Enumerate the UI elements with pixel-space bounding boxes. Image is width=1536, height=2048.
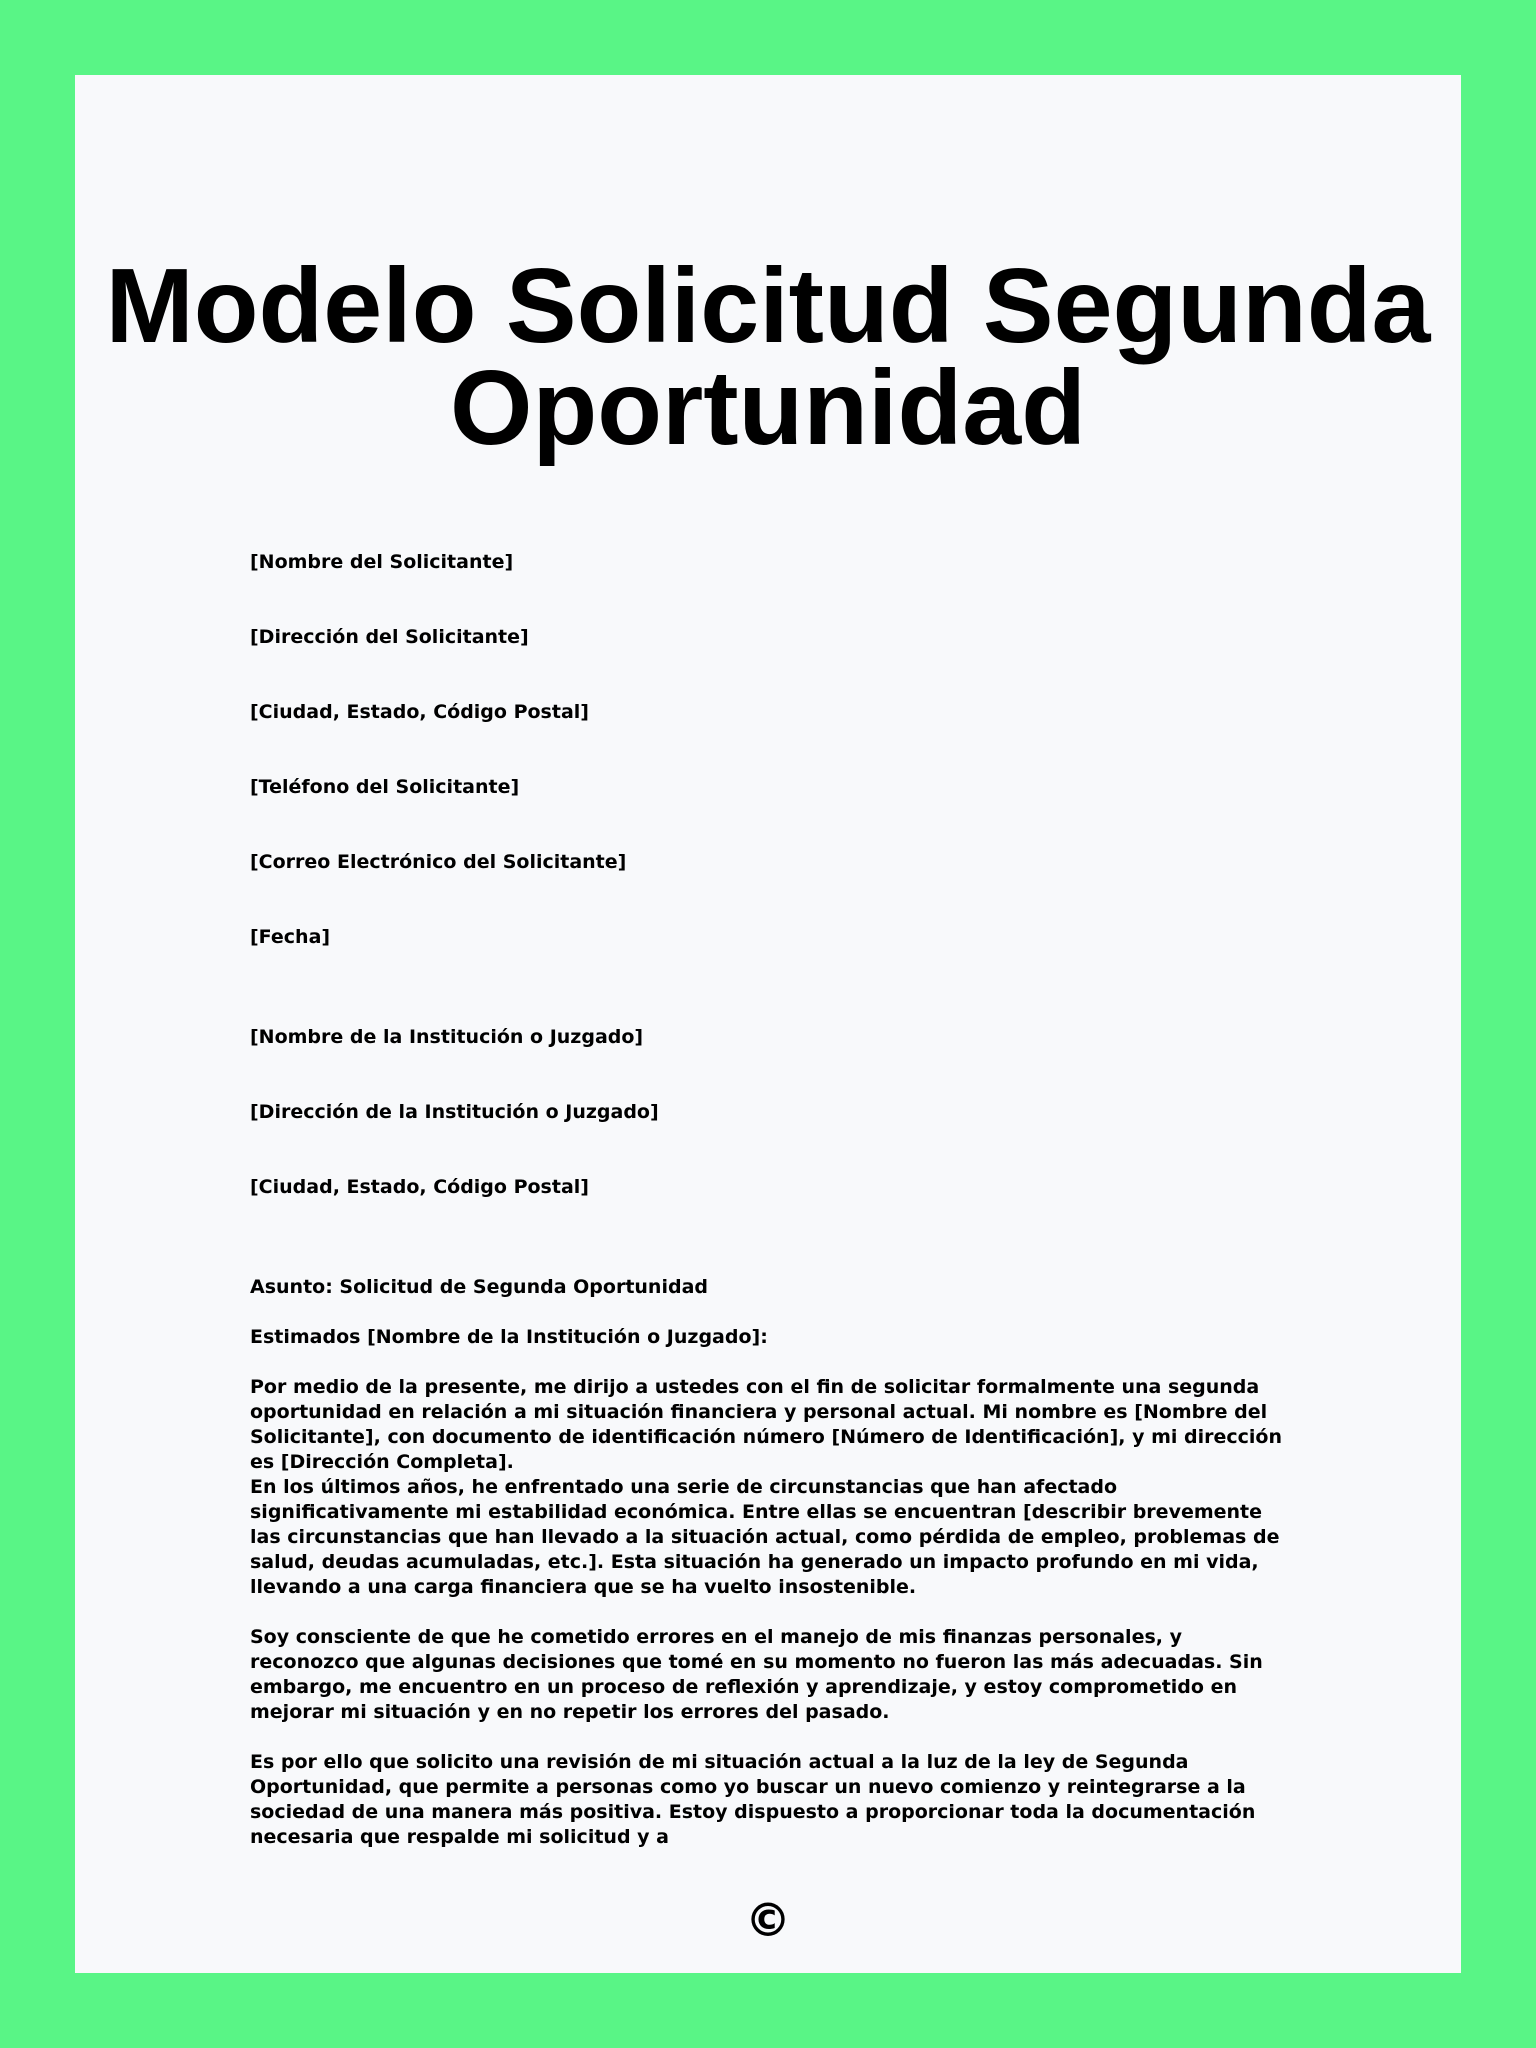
letter-date: [Fecha] (250, 926, 331, 948)
body-paragraph-2: En los últimos años, he enfrentado una serie de circunstancias que han afectado significativamente mi estabilidad económica. Entre ellas se encuentran [describir brevemente las circunstancias que han llevado a la situación actual, como pérdida de empleo, problemas de salud, deudas acumuladas, etc.]. Esta situación ha generado un impacto profundo en mi vida, llevando a una carga financiera que se ha vuelto insostenible. (250, 1476, 1280, 1598)
body-paragraph-1: Por medio de la presente, me dirijo a ustedes con el fin de solicitar formalmente una segunda oportunidad en relación a mi situación financiera y personal actual. Mi nombre es [Nombre del Solicitante], con documento de identificación número [Número de Identificación], y mi dirección es [Dirección Completa]. (250, 1376, 1283, 1473)
document-page (75, 75, 1461, 1973)
sender-address: [Dirección del Solicitante] (250, 626, 529, 648)
letter-greeting: Estimados [Nombre de la Institución o Juzgado]: (250, 1326, 768, 1348)
recipient-address: [Dirección de la Institución o Juzgado] (250, 1101, 659, 1123)
recipient-city: [Ciudad, Estado, Código Postal] (250, 1176, 589, 1198)
body-paragraph-4: Es por ello que solicito una revisión de mi situación actual a la luz de la ley de Segunda Oportunidad, que permite a personas como yo buscar un nuevo comienzo y reintegrarse a la sociedad de una manera más positiva. Estoy dispuesto a proporcionar toda la documentación necesaria que respalde mi solicitud y a (250, 1751, 1256, 1848)
body-paragraph-3: Soy consciente de que he cometido errores en el manejo de mis finanzas personales, y reconozco que algunas decisiones que tomé en su momento no fueron las más adecuadas. Sin embargo, me encuentro en un proceso de reflexión y aprendizaje, y estoy comprometido en mejorar mi situación y en no repetir los errores del pasado. (250, 1626, 1263, 1723)
sender-phone: [Teléfono del Solicitante] (250, 776, 520, 798)
document-title: Modelo Solicitud Segunda Oportunidad (105, 247, 1431, 467)
copyright-icon: © (745, 1893, 791, 1947)
sender-email: [Correo Electrónico del Solicitante] (250, 851, 627, 873)
recipient-name: [Nombre de la Institución o Juzgado] (250, 1026, 644, 1048)
sender-name: [Nombre del Solicitante] (250, 551, 514, 573)
sender-city: [Ciudad, Estado, Código Postal] (250, 701, 589, 723)
letter-subject: Asunto: Solicitud de Segunda Oportunidad (250, 1276, 708, 1298)
